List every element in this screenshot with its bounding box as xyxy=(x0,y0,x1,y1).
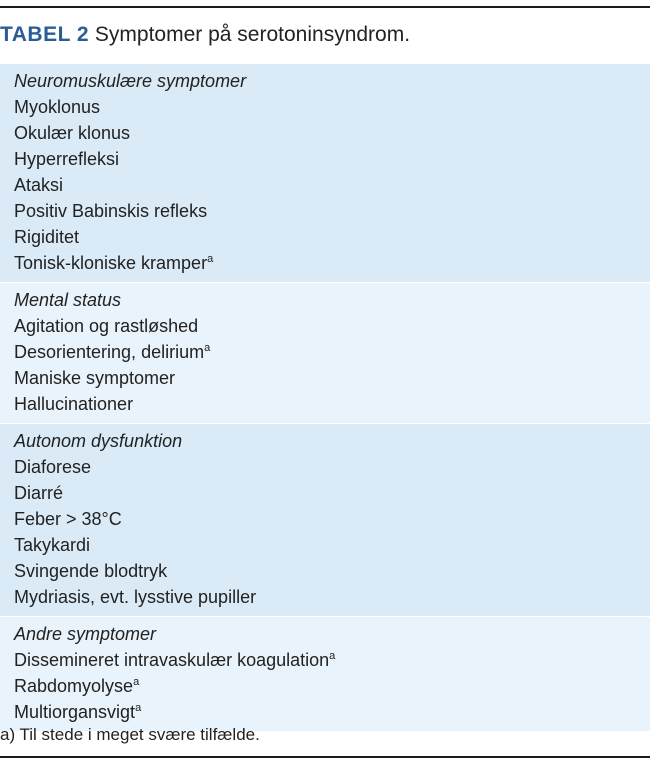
group-mental-status xyxy=(0,283,650,424)
list-item xyxy=(14,454,650,480)
group-heading: Neuromuskulære symptomer xyxy=(14,71,247,91)
list-item xyxy=(14,584,650,610)
list-item xyxy=(14,172,650,198)
list-item xyxy=(14,673,650,699)
item-text: Ataksi xyxy=(14,175,64,195)
item-text: Maniske symptomer xyxy=(14,368,176,388)
item-text: Desorientering, delirium xyxy=(14,342,205,362)
footnote-marker: a xyxy=(133,676,140,688)
list-item xyxy=(14,198,650,224)
item-text: Mydriasis, evt. lysstive pupiller xyxy=(14,587,257,607)
table-title: Symptomer på serotoninsyndrom. xyxy=(94,23,411,46)
item-text: Agitation og rastløshed xyxy=(14,316,199,336)
top-rule xyxy=(0,6,650,8)
footnote-marker: a xyxy=(135,702,142,714)
list-item xyxy=(14,391,650,417)
table-caption xyxy=(0,22,410,48)
list-item xyxy=(14,365,650,391)
list-item xyxy=(14,480,650,506)
list-item xyxy=(14,224,650,250)
bottom-rule xyxy=(0,756,650,758)
list-item xyxy=(14,647,650,673)
item-text: Okulær klonus xyxy=(14,123,131,143)
item-text: Rigiditet xyxy=(14,227,80,247)
footnote-marker: a xyxy=(329,650,336,662)
item-text: Tonisk-kloniske kramper xyxy=(14,253,208,273)
item-text: Dissemineret intravaskulær koagulation xyxy=(14,650,330,670)
list-item xyxy=(14,313,650,339)
table-number: TABEL 2 xyxy=(0,23,90,46)
symptom-groups xyxy=(0,64,650,732)
item-text: Diaforese xyxy=(14,457,92,477)
group-neuromuscular xyxy=(0,64,650,283)
item-text: Svingende blodtryk xyxy=(14,561,168,581)
group-other xyxy=(0,617,650,732)
item-text: Takykardi xyxy=(14,535,91,555)
list-item xyxy=(14,532,650,558)
list-item xyxy=(14,120,650,146)
item-text: Rabdomyolyse xyxy=(14,676,134,696)
item-text: Positiv Babinskis refleks xyxy=(14,201,208,221)
list-item xyxy=(14,94,650,120)
list-item xyxy=(14,558,650,584)
footnote-marker: a xyxy=(204,342,211,354)
group-heading: Autonom dysfunktion xyxy=(14,431,183,451)
group-heading: Andre symptomer xyxy=(14,624,157,644)
item-text: Feber > 38°C xyxy=(14,509,122,529)
item-text: Hallucinationer xyxy=(14,394,134,414)
list-item xyxy=(14,339,650,365)
list-item xyxy=(14,506,650,532)
footnote-marker: a xyxy=(207,253,214,265)
item-text: Hyperrefleksi xyxy=(14,149,120,169)
item-text: Multiorgansvigt xyxy=(14,702,136,722)
list-item xyxy=(14,250,650,276)
list-item xyxy=(14,699,650,725)
item-text: Myoklonus xyxy=(14,97,101,117)
group-autonomic xyxy=(0,424,650,617)
item-text: Diarré xyxy=(14,483,64,503)
group-heading: Mental status xyxy=(14,290,122,310)
table-footnote: a) Til stede i meget svære tilfælde. xyxy=(0,725,260,744)
list-item xyxy=(14,146,650,172)
